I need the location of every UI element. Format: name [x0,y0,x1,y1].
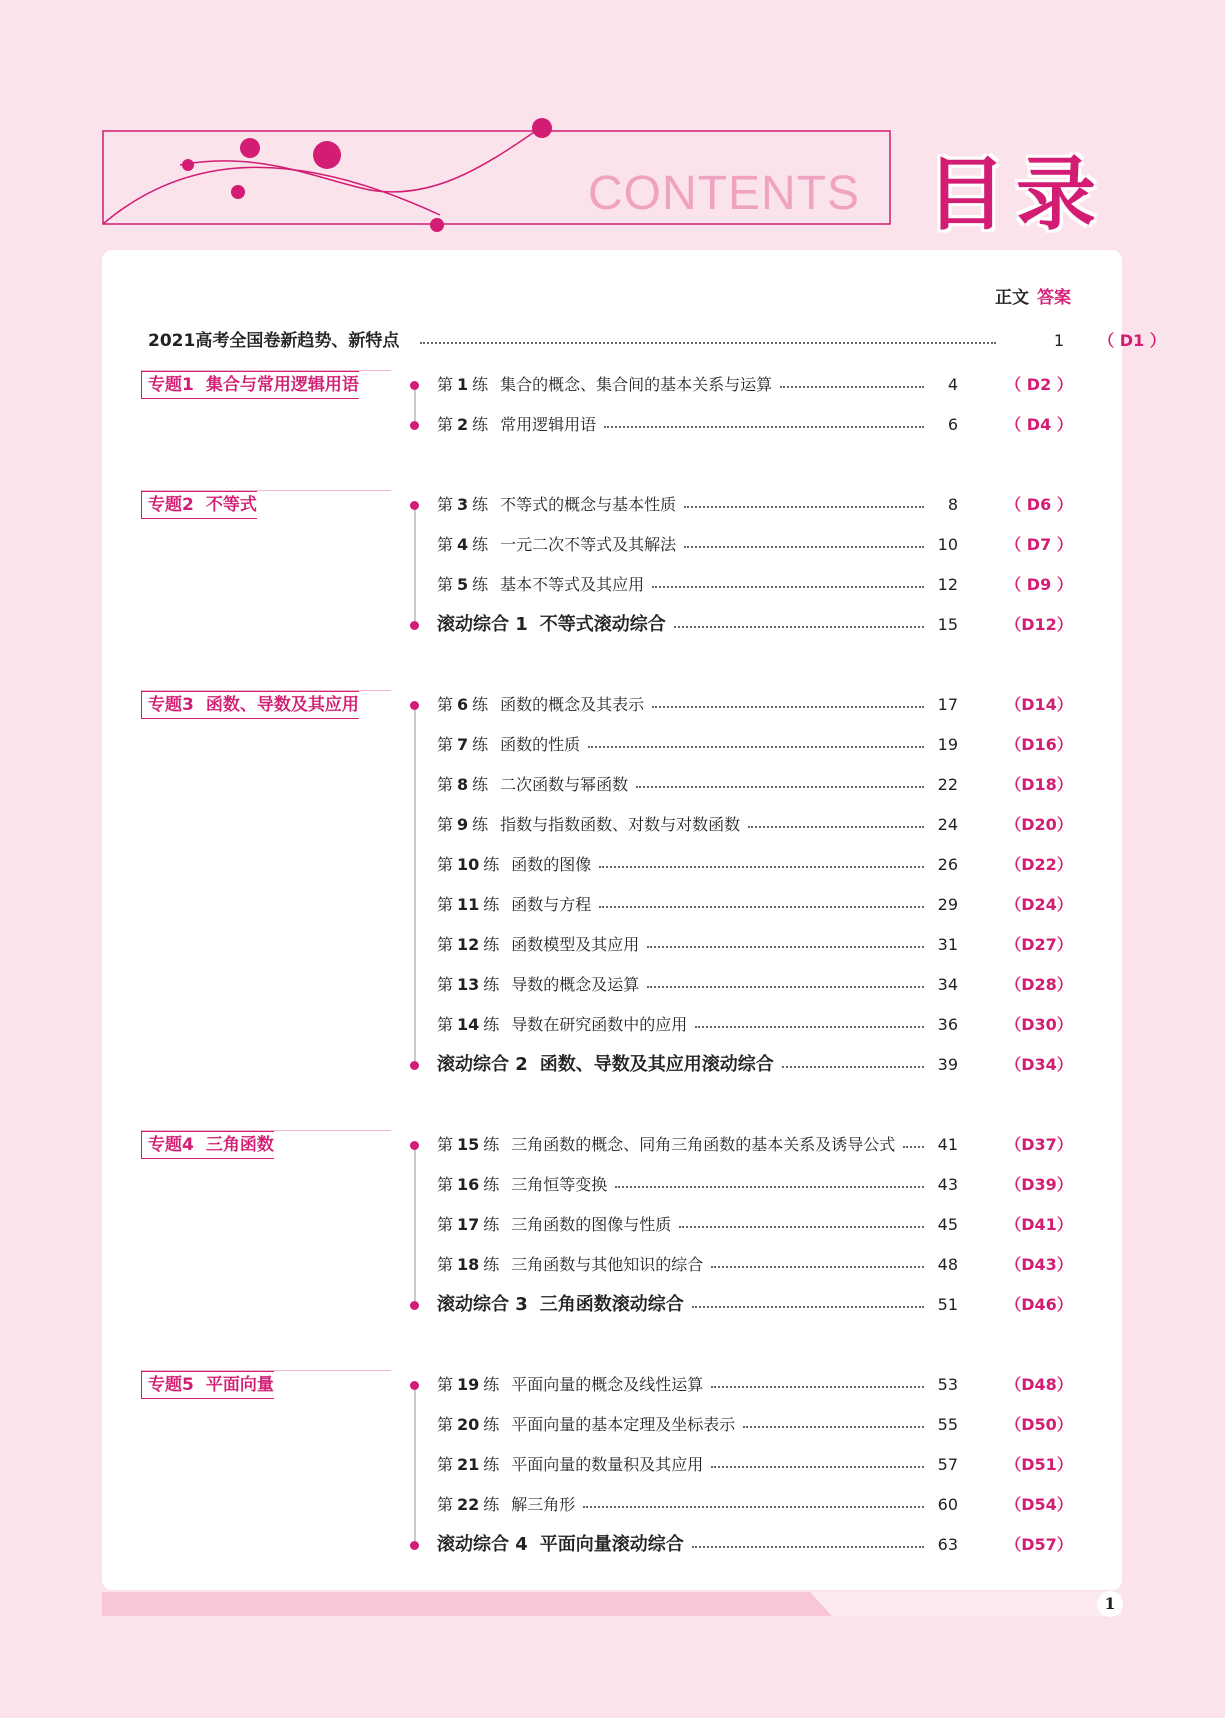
entry-number: 4 [457,535,469,554]
review-entry[interactable] [437,1053,1094,1077]
entry-page: 26 [937,855,958,874]
entry-answer: （ D9 ） [1005,575,1073,594]
entry-title [437,733,580,757]
entry-number: 16 [457,1175,480,1194]
practice-entry[interactable] [437,973,1094,997]
entry-number: 17 [457,1215,480,1234]
entry-prefix: 第 [437,415,454,434]
topic-label[interactable] [141,491,257,519]
entry-prefix: 第 [437,775,454,794]
entry-title [437,1253,703,1277]
entry-text: 基本不等式及其应用 [500,575,645,594]
entry-answer: （D22） [1005,855,1073,874]
entry-title [437,853,591,877]
practice-entry[interactable] [437,693,1094,717]
entry-suffix: 练 [483,1455,500,1474]
entry-answer: （D34） [1005,1055,1073,1074]
entry-prefix: 第 [437,935,454,954]
review-entry[interactable] [437,613,1094,637]
leader-dots [679,1226,924,1228]
entry-suffix: 练 [472,415,489,434]
entry-number: 20 [457,1415,480,1434]
review-text: 三角函数滚动综合 [539,1294,684,1315]
entry-suffix: 练 [483,1375,500,1394]
entry-answer: （D20） [1005,815,1073,834]
review-label: 滚动综合 1 [437,614,528,635]
entry-title [437,413,596,437]
review-label: 滚动综合 4 [437,1534,528,1555]
entry-number: 10 [457,855,480,874]
entry-title [437,1533,684,1557]
column-main: 正文 [995,288,1029,308]
entry-title [437,973,639,997]
entry-prefix: 第 [437,495,454,514]
leader-dots [692,1546,924,1548]
topic-name: 三角函数 [205,1135,274,1155]
leader-dots [420,342,996,344]
timeline-topic2 [414,505,416,625]
practice-entry[interactable] [437,733,1094,757]
entry-prefix: 第 [437,535,454,554]
entry-text: 导数的概念及运算 [511,975,640,994]
practice-entry[interactable] [437,1493,1094,1517]
entry-prefix: 第 [437,1175,454,1194]
entry-answer: （ D4 ） [1005,415,1073,434]
entry-suffix: 练 [472,535,489,554]
entry-prefix: 第 [437,1015,454,1034]
entry-prefix: 第 [437,1455,454,1474]
entry-answer: （D28） [1005,975,1073,994]
entry-text: 函数的图像 [511,855,592,874]
entry-page: 39 [937,1055,958,1074]
entry-title [437,773,628,797]
timeline-dot [410,1061,419,1070]
timeline-topic1 [414,385,416,425]
entry-number: 8 [457,775,469,794]
leader-dots [695,1026,924,1028]
entry-text: 三角函数与其他知识的综合 [511,1255,704,1274]
topic-rule [141,370,391,371]
entry-prefix: 第 [437,1255,454,1274]
leader-dots [743,1426,924,1428]
intro-title: 2021高考全国卷新趋势、新特点 [148,331,400,351]
topic-name: 函数、导数及其应用 [205,695,359,715]
entry-prefix: 第 [437,1135,454,1154]
entry-page: 53 [937,1375,958,1394]
review-text: 函数、导数及其应用滚动综合 [539,1054,774,1075]
entry-title [437,1173,607,1197]
entry-prefix: 第 [437,815,454,834]
practice-entry[interactable] [437,1253,1094,1277]
entry-answer: （D43） [1005,1255,1073,1274]
entry-text: 平面向量的概念及线性运算 [511,1375,704,1394]
review-label: 滚动综合 2 [437,1054,528,1075]
leader-dots [604,426,924,428]
leader-dots [748,826,924,828]
review-text: 平面向量滚动综合 [539,1534,684,1555]
entry-number: 18 [457,1255,480,1274]
leader-dots [782,1066,924,1068]
entry-page: 34 [937,975,958,994]
entry-suffix: 练 [483,1495,500,1514]
leader-dots [692,1306,924,1308]
leader-dots [636,786,924,788]
entry-text: 函数的性质 [500,735,581,754]
entry-suffix: 练 [483,1135,500,1154]
entry-text: 导数在研究函数中的应用 [511,1015,688,1034]
entry-answer: （D39） [1005,1175,1073,1194]
entry-title [437,613,666,637]
entry-answer: （D48） [1005,1375,1073,1394]
entry-answer: （ D6 ） [1005,495,1073,514]
entry-text: 常用逻辑用语 [500,415,597,434]
topic-rule [141,690,391,691]
entry-page: 24 [937,815,958,834]
intro-page: 1 [1053,331,1064,350]
entry-page: 55 [937,1415,958,1434]
entry-text: 解三角形 [511,1495,576,1514]
practice-entry[interactable] [437,773,1094,797]
entry-title [437,573,644,597]
timeline-dot [410,701,419,710]
entry-title [437,1413,735,1437]
entry-answer: （D51） [1005,1455,1073,1474]
review-text: 不等式滚动综合 [539,614,666,635]
entry-suffix: 练 [483,935,500,954]
entry-answer: （ D2 ） [1005,375,1073,394]
timeline-dot [410,1381,419,1390]
entry-text: 一元二次不等式及其解法 [500,535,677,554]
topic-name: 不等式 [205,495,257,515]
entry-suffix: 练 [472,575,489,594]
entry-page: 29 [937,895,958,914]
entry-answer: （D27） [1005,935,1073,954]
entry-title [437,1373,703,1397]
entry-answer: （D24） [1005,895,1073,914]
entry-title [437,533,676,557]
topic-name: 平面向量 [205,1375,274,1395]
topic-name: 集合与常用逻辑用语 [205,375,359,395]
intro-answer: （ D1 ） [1098,331,1166,350]
entry-prefix: 第 [437,975,454,994]
topic-rule [141,1370,391,1371]
entry-number: 3 [457,495,469,514]
leader-dots [684,546,924,548]
timeline-dot [410,501,419,510]
entry-suffix: 练 [472,775,489,794]
entry-prefix: 第 [437,1375,454,1394]
entry-page: 12 [937,575,958,594]
practice-entry[interactable] [437,1173,1094,1197]
leader-dots [599,906,924,908]
entry-text: 不等式的概念与基本性质 [500,495,677,514]
entry-page: 41 [937,1135,958,1154]
entry-title [437,1213,671,1237]
topic-label[interactable] [141,371,359,399]
practice-entry[interactable] [437,573,1094,597]
intro-entry[interactable] [148,329,1166,353]
entry-number: 2 [457,415,469,434]
entry-title [437,493,676,517]
entry-suffix: 练 [483,1175,500,1194]
contents-chinese-title: 目录 [926,148,1106,241]
entry-prefix: 第 [437,695,454,714]
topic-rule [141,490,391,491]
topic-number: 专题2 [148,495,194,515]
entry-title [437,1453,703,1477]
leader-dots [647,986,924,988]
leader-dots [599,866,924,868]
entry-suffix: 练 [483,895,500,914]
topic-number: 专题3 [148,695,194,715]
entry-page: 31 [937,935,958,954]
entry-page: 15 [937,615,958,634]
column-answer: 答案 [1037,288,1071,308]
entry-page: 57 [937,1455,958,1474]
leader-dots [711,1466,924,1468]
timeline-dot [410,381,419,390]
entry-answer: （D30） [1005,1015,1073,1034]
entry-page: 36 [937,1015,958,1034]
timeline-dot [410,421,419,430]
topic-number: 专题4 [148,1135,194,1155]
review-entry[interactable] [437,1533,1094,1557]
entry-prefix: 第 [437,1215,454,1234]
entry-answer: （ D7 ） [1005,535,1073,554]
entry-text: 二次函数与幂函数 [500,775,629,794]
topic-number: 专题1 [148,375,194,395]
entry-number: 12 [457,935,480,954]
entry-answer: （D57） [1005,1535,1073,1554]
entry-prefix: 第 [437,1495,454,1514]
entry-answer: （D14） [1005,695,1073,714]
leader-dots [674,626,924,628]
entry-answer: （D16） [1005,735,1073,754]
entry-prefix: 第 [437,735,454,754]
entry-answer: （D18） [1005,775,1073,794]
entry-suffix: 练 [483,855,500,874]
entry-number: 9 [457,815,469,834]
review-label: 滚动综合 3 [437,1294,528,1315]
leader-dots [652,706,924,708]
practice-entry[interactable] [437,893,1094,917]
leader-dots [647,946,924,948]
entry-text: 三角恒等变换 [511,1175,608,1194]
entry-page: 19 [937,735,958,754]
entry-number: 14 [457,1015,480,1034]
practice-entry[interactable] [437,373,1094,397]
entry-page: 8 [947,495,958,514]
topic-number: 专题5 [148,1375,194,1395]
entry-answer: （D12） [1005,615,1073,634]
entry-prefix: 第 [437,375,454,394]
practice-entry[interactable] [437,1453,1094,1477]
footer-bar [102,1592,1122,1616]
entry-prefix: 第 [437,1415,454,1434]
entry-number: 7 [457,735,469,754]
entry-text: 三角函数的概念、同角三角函数的基本关系及诱导公式 [511,1135,896,1154]
entry-page: 17 [937,695,958,714]
contents-english-title: CONTENTS [588,167,860,220]
timeline-topic5 [414,1385,416,1545]
entry-text: 函数的概念及其表示 [500,695,645,714]
entry-answer: （D41） [1005,1215,1073,1234]
entry-number: 21 [457,1455,480,1474]
entry-suffix: 练 [472,495,489,514]
timeline-dot [410,1541,419,1550]
entry-number: 6 [457,695,469,714]
entry-title [437,693,644,717]
entry-page: 45 [937,1215,958,1234]
entry-number: 22 [457,1495,480,1514]
entry-title [437,1053,774,1077]
practice-entry[interactable] [437,533,1094,557]
entry-suffix: 练 [483,1215,500,1234]
timeline-topic3 [414,705,416,1065]
timeline-dot [410,1141,419,1150]
practice-entry[interactable] [437,1373,1094,1397]
entry-page: 48 [937,1255,958,1274]
entry-text: 函数模型及其应用 [511,935,640,954]
entry-answer: （D50） [1005,1415,1073,1434]
practice-entry[interactable] [437,1133,1094,1157]
entry-suffix: 练 [472,375,489,394]
entry-suffix: 练 [472,695,489,714]
leader-dots [652,586,924,588]
entry-answer: （D46） [1005,1295,1073,1314]
entry-suffix: 练 [483,975,500,994]
entry-page: 22 [937,775,958,794]
entry-title [437,1293,684,1317]
topic-label[interactable] [141,691,359,719]
entry-title [437,1013,687,1037]
entry-page: 51 [937,1295,958,1314]
leader-dots [588,746,924,748]
entry-page: 10 [937,535,958,554]
practice-entry[interactable] [437,853,1094,877]
entry-prefix: 第 [437,575,454,594]
entry-suffix: 练 [483,1255,500,1274]
entry-number: 19 [457,1375,480,1394]
leader-dots [615,1186,924,1188]
entry-title [437,1493,575,1517]
practice-entry[interactable] [437,413,1094,437]
entry-answer: （D37） [1005,1135,1073,1154]
practice-entry[interactable] [437,493,1094,517]
entry-title [437,373,772,397]
entry-text: 平面向量的数量积及其应用 [511,1455,704,1474]
timeline-dot [410,621,419,630]
entry-page: 4 [947,375,958,394]
entry-text: 集合的概念、集合间的基本关系与运算 [500,375,773,394]
entry-title [437,893,591,917]
review-entry[interactable] [437,1293,1094,1317]
leader-dots [583,1506,924,1508]
entry-prefix: 第 [437,895,454,914]
timeline-topic4 [414,1145,416,1305]
header [100,110,1125,241]
entry-page: 6 [947,415,958,434]
leader-dots [684,506,924,508]
leader-dots [711,1266,924,1268]
topic-rule [141,1130,391,1131]
practice-entry[interactable] [437,813,1094,837]
entry-text: 平面向量的基本定理及坐标表示 [511,1415,736,1434]
timeline-dot [410,1301,419,1310]
entry-page: 63 [937,1535,958,1554]
entry-title [437,1133,895,1157]
entry-answer: （D54） [1005,1495,1073,1514]
entry-suffix: 练 [483,1015,500,1034]
practice-entry[interactable] [437,1413,1094,1437]
entry-suffix: 练 [472,815,489,834]
practice-entry[interactable] [437,1213,1094,1237]
leader-dots [711,1386,924,1388]
entry-number: 11 [457,895,480,914]
entry-page: 43 [937,1175,958,1194]
entry-title [437,813,740,837]
topic-label[interactable] [141,1131,274,1159]
entry-number: 5 [457,575,469,594]
entry-text: 指数与指数函数、对数与对数函数 [500,815,741,834]
page-number: 1 [1097,1591,1123,1617]
entry-page: 60 [937,1495,958,1514]
leader-dots [780,386,924,388]
entry-suffix: 练 [483,1415,500,1434]
entry-text: 函数与方程 [511,895,592,914]
entry-number: 1 [457,375,469,394]
entry-prefix: 第 [437,855,454,874]
practice-entry[interactable] [437,1013,1094,1037]
entry-text: 三角函数的图像与性质 [511,1215,672,1234]
column-headers [995,283,1071,308]
entry-title [437,933,639,957]
practice-entry[interactable] [437,933,1094,957]
topic-label[interactable] [141,1371,274,1399]
entry-number: 15 [457,1135,480,1154]
entry-suffix: 练 [472,735,489,754]
entry-number: 13 [457,975,480,994]
